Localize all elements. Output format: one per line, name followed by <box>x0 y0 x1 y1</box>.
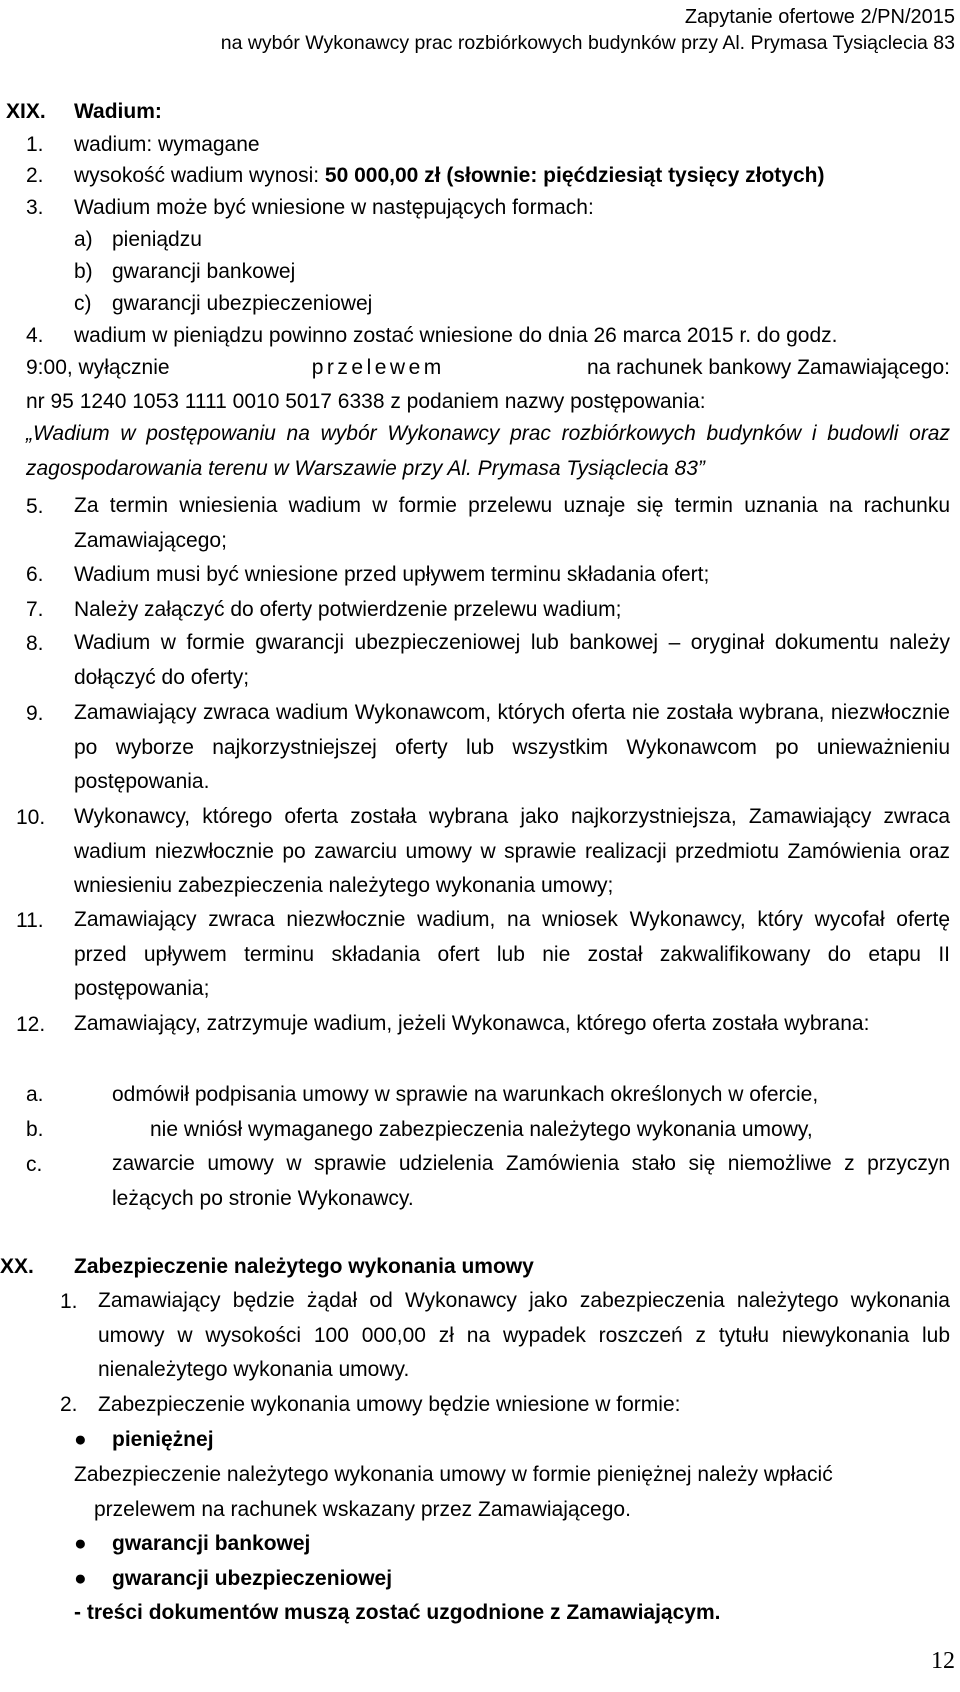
section-19-title: Wadium: <box>74 100 162 123</box>
item-text: Za termin wniesienia wadium w formie przelewu uznaje się termin uznania na rachunku Zamawiającego; <box>74 494 950 552</box>
item-text: Zamawiający będzie żądał od Wykonawcy jako zabezpieczenia należytego wykonania umowy w wysokości 100 000,00 zł na wypadek roszczeń z tytułu niewykonania lub nienależytego wykonania umowy. <box>98 1289 950 1381</box>
subitem-text: gwarancji bankowej <box>112 260 296 283</box>
account-number-line: nr 95 1240 1053 1111 0010 5017 6338 z podaniem nazwy postępowania: <box>26 390 706 413</box>
section-19-number: XIX. <box>6 100 46 123</box>
bullet-icon: ● <box>74 1567 87 1590</box>
item-number: 7. <box>26 598 44 621</box>
przelewem-spaced: przelewem <box>311 356 445 379</box>
item-text: Zamawiający zwraca wadium Wykonawcom, których oferta nie została wybrana, niezwłocznie po wyborze najkorzystniejszej oferty lub wszystkim Wykonawcom po unieważnieniu postępowania. <box>74 701 950 793</box>
header-title: Zapytanie ofertowe 2/PN/2015 <box>684 6 955 28</box>
item-text: Wadium w formie gwarancji ubezpieczeniowej lub bankowej – oryginał dokumentu należy dołączyć do oferty; <box>74 631 950 689</box>
item-text: Należy załączyć do oferty potwierdzenie przelewu wadium; <box>74 598 622 621</box>
bullet-icon: ● <box>74 1532 87 1555</box>
subitem-text: gwarancji ubezpieczeniowej <box>112 292 373 315</box>
subitem-letter: b) <box>74 260 93 283</box>
item-text: Wadium może być wniesione w następujących formach: <box>74 196 594 219</box>
item-number: 1. <box>26 133 44 156</box>
subitem-letter: c) <box>74 292 92 315</box>
page-header <box>221 4 955 56</box>
subitem-letter: a) <box>74 228 93 251</box>
final-note: - treści dokumentów muszą zostać uzgodnione z Zamawiającym. <box>74 1601 721 1624</box>
item-number: 2. <box>60 1393 78 1416</box>
section-20-title: Zabezpieczenie należytego wykonania umowy <box>74 1255 534 1278</box>
item-number: 1. <box>60 1290 78 1313</box>
subitem-text: nie wniósł wymaganego zabezpieczenia należytego wykonania umowy, <box>150 1118 813 1141</box>
item-number: 10. <box>16 806 46 829</box>
cash-security-note: Zabezpieczenie należytego wykonania umowy w formie pieniężnej należy wpłacić przelewem na rachunek wskazany przez Zamawiającego. <box>74 1463 833 1521</box>
item-text: wadium w pieniądzu powinno zostać wniesione do dnia 26 marca 2015 r. do godz. <box>74 324 838 347</box>
subitem-text: zawarcie umowy w sprawie udzielenia Zamówienia stało się niemożliwe z przyczyn leżących po stronie Wykonawcy. <box>112 1152 950 1210</box>
item-number: 8. <box>26 632 44 655</box>
item-number: 5. <box>26 495 44 518</box>
header-subtitle: na wybór Wykonawcy prac rozbiórkowych budynków przy Al. Prymasa Tysiąclecia 83 <box>220 32 955 54</box>
item-text: Zabezpieczenie wykonania umowy będzie wniesione w formie: <box>98 1393 681 1416</box>
subitem-letter: c. <box>26 1153 43 1176</box>
item-text: Zamawiający, zatrzymuje wadium, jeżeli Wykonawca, którego oferta została wybrana: <box>74 1012 870 1035</box>
item-number: 12. <box>16 1013 46 1036</box>
item-4-transfer-line: 9:00, wyłącznie przelewem na rachunek bankowy Zamawiającego: <box>26 356 950 379</box>
subitem-letter: a. <box>26 1083 44 1106</box>
bullet-text: gwarancji ubezpieczeniowej <box>112 1567 393 1590</box>
subitem-text: pieniądzu <box>112 228 202 251</box>
wadium-amount: 50 000,00 zł (słownie: pięćdziesiąt tysięcy złotych) <box>324 164 825 187</box>
page-number: 12 <box>931 1648 955 1674</box>
procedure-name: „Wadium w postępowaniu na wybór Wykonawcy prac rozbiórkowych budynków i budowli oraz zagospodarowania terenu w Warszawie przy Al. Prymasa Tysiąclecia 83” <box>26 422 950 480</box>
item-number: 4. <box>26 324 44 347</box>
item-number: 9. <box>26 702 44 725</box>
subitem-letter: b. <box>26 1118 44 1141</box>
item-text: Wykonawcy, którego oferta została wybrana jako najkorzystniejsza, Zamawiający zwraca wadium niezwłocznie po zawarciu umowy w sprawie realizacji przedmiotu Zamówienia oraz wniesieniu zabezpieczenia należytego wykonania umowy; <box>74 805 950 897</box>
bullet-text: pieniężnej <box>112 1428 214 1451</box>
bullet-text: gwarancji bankowej <box>112 1532 311 1555</box>
item-text: Zamawiający zwraca niezwłocznie wadium, na wniosek Wykonawcy, który wycofał ofertę przed upływem terminu składania ofert lub nie został zakwalifikowany do etapu II postępowania; <box>74 908 950 1000</box>
item-number: 2. <box>26 164 44 187</box>
item-text: wysokość wadium wynosi: 50 000,00 zł (słownie: pięćdziesiąt tysięcy złotych) <box>74 164 825 187</box>
item-text: wadium: wymagane <box>74 133 260 156</box>
item-number: 6. <box>26 563 44 586</box>
section-20-number: XX. <box>0 1255 34 1278</box>
item-number: 11. <box>16 909 44 932</box>
bullet-icon: ● <box>74 1428 87 1451</box>
subitem-text: odmówił podpisania umowy w sprawie na warunkach określonych w ofercie, <box>112 1083 819 1106</box>
item-number: 3. <box>26 196 44 219</box>
item-text: Wadium musi być wniesione przed upływem terminu składania ofert; <box>74 563 710 586</box>
